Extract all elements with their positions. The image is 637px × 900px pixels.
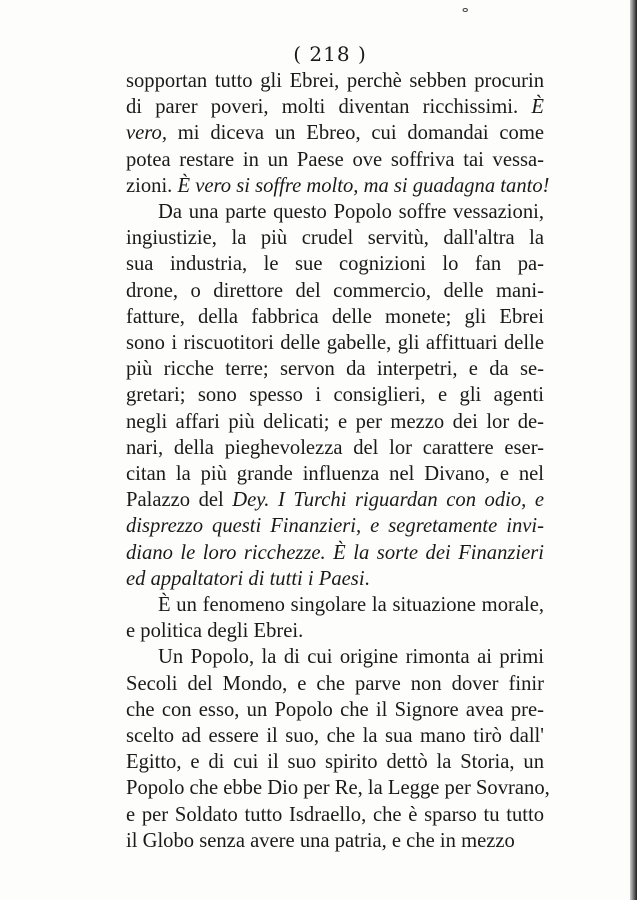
text-line — [126, 304, 544, 330]
roman-text: Un Popolo, la di cui origine rimonta ai primi — [158, 646, 544, 669]
ink-speck: ⴰ — [462, 4, 469, 15]
text-line — [126, 435, 544, 461]
roman-text: e per Soldato tutto Isdraello, che è sparso tu tutto — [126, 803, 544, 826]
text-line — [126, 330, 544, 356]
text-line — [126, 68, 544, 94]
italic-text: diano le loro ricchezze. È la sorte dei Finanzieri — [126, 541, 544, 564]
text-line — [126, 802, 544, 828]
roman-text: più ricche terre; servon da interpetri, e da se- — [126, 358, 544, 381]
text-line — [126, 540, 544, 566]
roman-text: il Globo senza avere una patria, e che in mezzo — [126, 829, 515, 852]
roman-text: drone, o direttore del commercio, delle mani- — [126, 279, 544, 302]
roman-text: Popolo che ebbe Dio per Re, la Legge per Sovrano, — [126, 777, 550, 800]
roman-text: mi diceva un Ebreo, cui domandai come — [166, 122, 544, 145]
body-text — [126, 68, 550, 854]
text-line — [126, 671, 544, 697]
italic-text: ed appaltatori di tutti i Paesi — [126, 567, 365, 590]
roman-text: che con esso, un Popolo che il Signore avea pre- — [126, 698, 544, 721]
page-number: ( 218 ) — [293, 42, 367, 66]
roman-text: nari, della pieghevolezza del lor carattere eser- — [126, 436, 544, 459]
text-line — [126, 566, 544, 592]
text-line — [126, 828, 544, 854]
roman-text: Egitto, e di cui il suo spirito dettò la Storia, un — [126, 751, 544, 774]
text-line — [126, 592, 544, 618]
roman-text: gretari; sono spesso i consiglieri, e gli agenti — [126, 384, 544, 407]
roman-text: Da una parte questo Popolo soffre vessazioni, — [158, 201, 544, 224]
text-line — [126, 382, 544, 408]
roman-text: citan la più grande influenza nel Divano, e nel — [126, 463, 544, 486]
text-line — [126, 749, 544, 775]
text-line — [126, 225, 544, 251]
italic-text: vero, — [126, 122, 167, 145]
text-line — [126, 94, 544, 120]
text-line — [126, 644, 544, 670]
roman-text: Secoli del Mondo, e che parve non dover finir — [126, 672, 544, 695]
text-line — [126, 409, 544, 435]
roman-text: È un fenomeno singolare la situazione morale, — [158, 594, 544, 617]
roman-text: . — [364, 567, 370, 590]
text-line — [126, 147, 544, 173]
roman-text: negli affari più delicati; e per mezzo dei lor de- — [126, 410, 544, 433]
page-edge-shadow — [630, 0, 637, 900]
text-line — [126, 697, 544, 723]
roman-text: sono i riscuotitori delle gabelle, gli affittuari delle — [126, 332, 544, 355]
italic-text: disprezzo questi Finanzieri, e segretamente invi- — [126, 515, 544, 538]
roman-text: di parer poveri, molti diventan ricchissimi. — [126, 96, 532, 119]
roman-text: sua industria, le sue cognizioni lo fan pa- — [126, 253, 544, 276]
text-line — [126, 278, 544, 304]
text-line — [126, 356, 544, 382]
text-line — [126, 723, 544, 749]
italic-text: Dey. I Turchi riguardan con odio, e — [232, 489, 544, 512]
roman-text: potea restare in un Paese ove soffriva tai vessa- — [126, 148, 544, 171]
roman-text: fatture, della fabbrica delle monete; gli Ebrei — [126, 305, 544, 328]
text-line — [126, 120, 544, 146]
text-line — [126, 513, 544, 539]
text-line — [126, 775, 550, 801]
text-line — [126, 173, 550, 199]
text-line — [126, 618, 544, 644]
text-line — [126, 251, 544, 277]
roman-text: Palazzo del — [126, 489, 233, 512]
text-line — [126, 461, 544, 487]
roman-text: e politica degli Ebrei. — [126, 620, 304, 643]
roman-text: sopportan tutto gli Ebrei, perchè sebben procurin — [126, 70, 544, 92]
roman-text: ingiustizie, la più crudel servitù, dall'altra la — [126, 227, 544, 250]
italic-text: È — [531, 96, 544, 119]
text-line — [126, 487, 544, 513]
roman-text: zioni. — [126, 174, 178, 197]
roman-text: scelto ad essere il suo, che la sua mano tirò dall' — [126, 725, 544, 748]
italic-text: È vero si soffre molto, ma si guadagna tanto! — [177, 174, 550, 197]
text-line — [126, 199, 544, 225]
